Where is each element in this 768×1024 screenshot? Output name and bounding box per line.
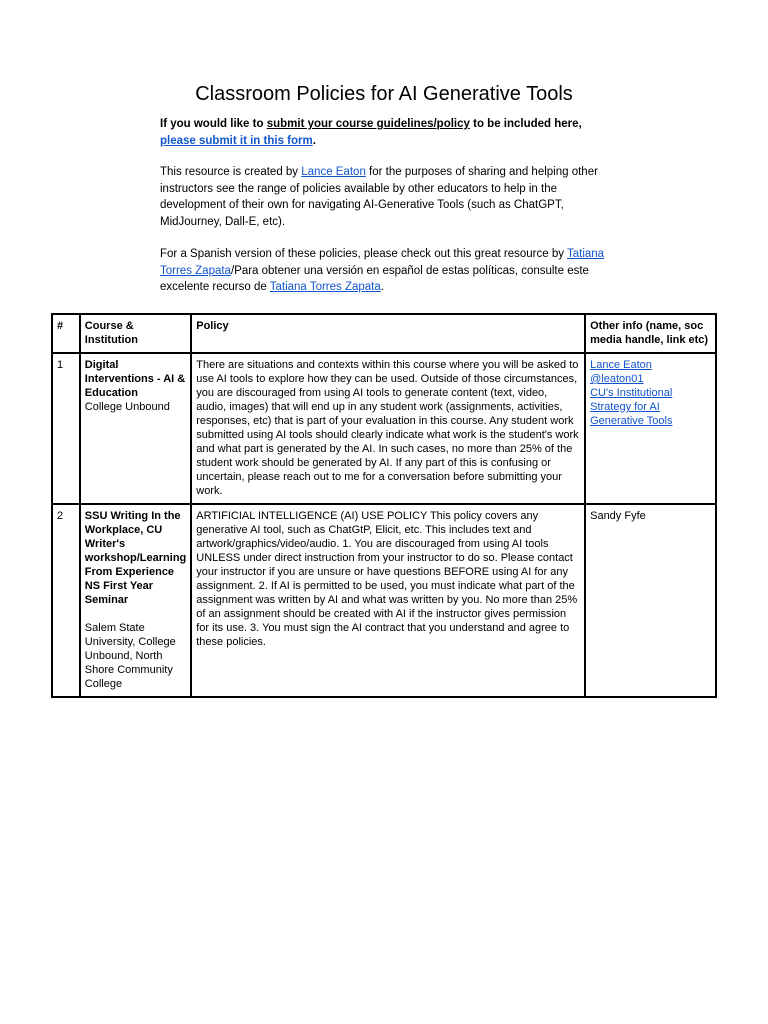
row-other-info [585,353,716,504]
spanish-resource-link-2[interactable]: Tatiana Torres Zapata [269,281,381,293]
spanish-resource-link-1[interactable]: Tatiana Torres Zapata [160,248,605,277]
spacer [85,607,186,621]
course-name: SSU Writing In the Workplace, CU Writer's workshop/Learning From Experience NS First Year Seminar [84,510,187,606]
spanish-middle: /Para obtener una versión en español de estas políticas, consulte este excelente recurso de [160,264,589,293]
row-num: 2 [52,504,80,697]
header-num: # [52,314,80,353]
policies-table [51,313,717,698]
spanish-prefix: For a Spanish version of these policies, please check out this great resource by [160,248,567,260]
author-link[interactable]: Lance Eaton [301,166,366,178]
table-row [52,353,716,504]
submit-note [160,116,608,149]
course-name: Digital Interventions - AI & Education [84,359,186,399]
submit-note-prefix: If you would like to [160,118,267,130]
spanish-suffix: . [380,281,384,293]
table-row [52,504,716,697]
row-num: 1 [52,353,80,504]
submit-note-suffix: . [312,134,316,147]
submit-guidelines-text: submit your course guidelines/policy [266,118,470,130]
row-other-info: Sandy Fyfe [585,504,716,697]
strategy-document-link[interactable]: CU's Institutional Strategy for AI Generative Tools [590,387,673,427]
header-policy: Policy [191,314,585,353]
table-header-row [52,314,716,353]
about-suffix: for the purposes of sharing and helping other instructors see the range of policies available by other educators to help in the development of their own for navigating AI-Generative Tools (such as ChatGPT, MidJourney, Dall-E, etc). [160,166,598,228]
instructor-name-link[interactable]: Lance Eaton [590,359,652,371]
row-policy: There are situations and contexts within this course where you will be asked to use AI tools to explore how they can be used. Outside of those circumstances, you are discouraged from using AI tools to generate content (text, video, audio, images) that will end up in any student work (assignments, activities, responses, etc) that is part of your evaluation in this course. Any student work submitted using AI tools should clearly indicate what work is the student's work and what part is generated by the AI. In such cases, no more than 25% of the student work should be generated by AI. If any part of this is confusing or uncertain, please reach out to me for a conversation before submitting your work. [191,353,585,504]
about-prefix: This resource is created by [160,166,302,178]
course-institution: Salem State University, College Unbound, North Shore Community College [84,622,176,690]
row-course [80,353,191,504]
row-policy: ARTIFICIAL INTELLIGENCE (AI) USE POLICY This policy covers any generative AI tool, such as ChatGtP, Elicit, etc. This includes text and artwork/graphics/video/audio. 1. You are discouraged from using AI tools UNLESS under direct instruction from your instructor to do so. Please contact your instructor if you are unsure or have questions BEFORE using AI for any assignment. 2. If AI is permitted to be used, you must indicate what part of the assignment was written by AI and what was written by you. No more than 25% of an assignment should be created with AI if the instructor gives permission for its use. 3. You must sign the AI contract that you understand and agree to these policies. [191,504,585,697]
social-handle-link[interactable]: @leaton01 [590,373,644,385]
submit-note-middle: to be included here, [469,118,582,130]
header-other-info: Other info (name, soc media handle, link etc) [585,314,716,353]
spanish-paragraph [160,246,608,296]
header-course: Course & Institution [80,314,191,353]
course-institution: College Unbound [84,401,170,413]
about-paragraph [160,164,608,230]
row-course [80,504,191,697]
page-title: Classroom Policies for AI Generative Tools [195,83,573,106]
submit-form-link[interactable]: please submit it in this form [160,134,313,147]
